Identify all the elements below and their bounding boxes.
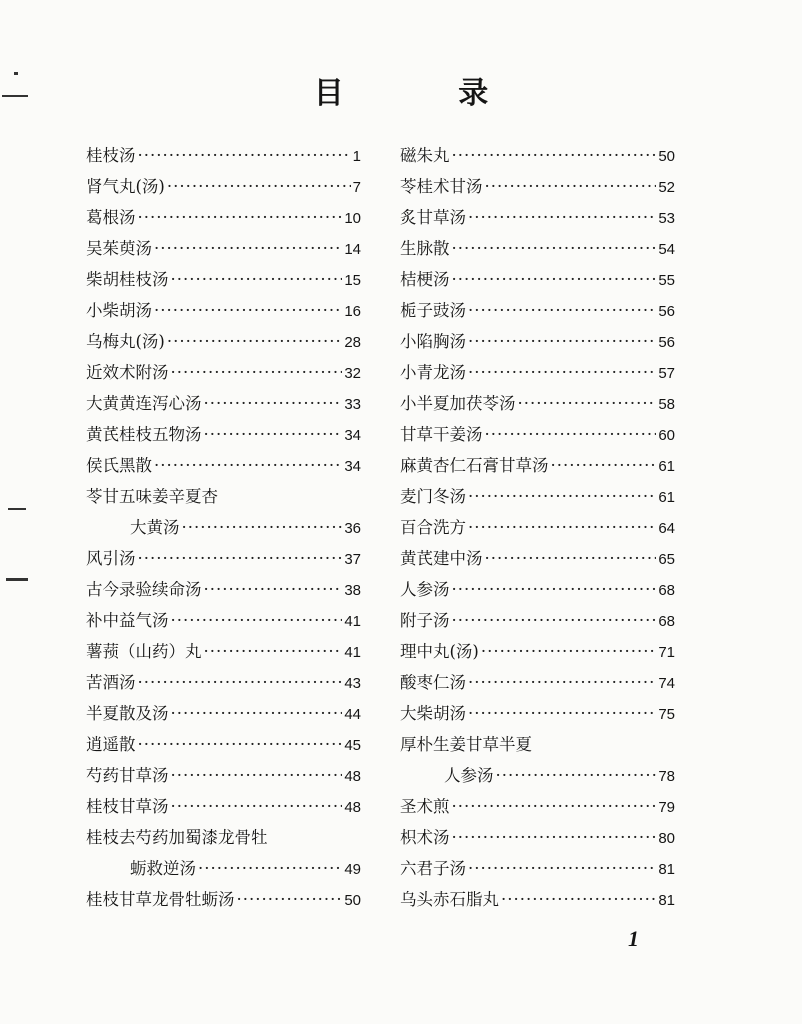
toc-entry-page: 81 xyxy=(658,892,675,909)
toc-entry xyxy=(86,202,361,233)
toc-entry-title: 甘草干姜汤 xyxy=(400,425,483,444)
toc-entry-page: 44 xyxy=(344,706,361,723)
toc-entry xyxy=(400,233,675,264)
toc-entry-page: 61 xyxy=(658,458,675,475)
toc-entry xyxy=(86,636,361,667)
toc-entry-page: 34 xyxy=(344,458,361,475)
toc-entry xyxy=(400,605,675,636)
toc-entry xyxy=(400,822,675,853)
toc-entry xyxy=(400,512,675,543)
toc-entry-title: 厚朴生姜甘草半夏 xyxy=(400,735,532,754)
toc-entry-title: 百合洗方 xyxy=(400,518,466,537)
toc-entry-title: 六君子汤 xyxy=(400,859,466,878)
dot-leader xyxy=(485,543,657,574)
toc-entry-title: 桂枝去芍药加蜀漆龙骨牡 xyxy=(86,828,268,847)
toc-entry-page: 43 xyxy=(344,675,361,692)
toc-right-column xyxy=(400,140,675,915)
dot-leader xyxy=(468,295,656,326)
toc-entry xyxy=(400,729,675,791)
dot-leader xyxy=(468,481,656,512)
dot-leader xyxy=(468,202,656,233)
dot-leader xyxy=(167,171,351,202)
toc-entry xyxy=(400,357,675,388)
toc-entry-page: 16 xyxy=(344,303,361,320)
toc-entry xyxy=(400,791,675,822)
scan-mark xyxy=(8,508,26,510)
toc-entry-title: 酸枣仁汤 xyxy=(400,673,466,692)
toc-entry xyxy=(86,264,361,295)
dot-leader xyxy=(154,233,342,264)
dot-leader xyxy=(481,636,656,667)
toc-entry-page: 14 xyxy=(344,241,361,258)
toc-entry-page: 32 xyxy=(344,365,361,382)
toc-entry-title: 圣术煎 xyxy=(400,797,450,816)
toc-entry xyxy=(86,326,361,357)
toc-entry-title: 理中丸(汤) xyxy=(400,642,479,661)
toc-entry-title: 柴胡桂枝汤 xyxy=(86,270,169,289)
toc-entry-title: 生脉散 xyxy=(400,239,450,258)
toc-entry-page: 7 xyxy=(352,179,361,196)
toc-entry xyxy=(86,605,361,636)
dot-leader xyxy=(182,512,343,543)
toc-entry xyxy=(86,667,361,698)
toc-entry xyxy=(86,357,361,388)
toc-entry-page: 33 xyxy=(344,396,361,413)
toc-entry xyxy=(400,295,675,326)
toc-entry-title: 人参汤 xyxy=(400,580,450,599)
dot-leader xyxy=(468,698,656,729)
dot-leader xyxy=(551,450,657,481)
toc-entry-page: 10 xyxy=(344,210,361,227)
toc-entry xyxy=(400,264,675,295)
toc-entry-title: 麦门冬汤 xyxy=(400,487,466,506)
toc-entry xyxy=(86,729,361,760)
dot-leader xyxy=(138,543,343,574)
toc-entry-title: 小半夏加茯苓汤 xyxy=(400,394,516,413)
dot-leader xyxy=(171,605,343,636)
toc-entry-title: 大柴胡汤 xyxy=(400,704,466,723)
toc-entry-title: 风引汤 xyxy=(86,549,136,568)
toc-entry-page: 48 xyxy=(344,768,361,785)
dot-leader xyxy=(204,419,343,450)
toc-entry-title: 磁朱丸 xyxy=(400,146,450,165)
dot-leader xyxy=(468,667,656,698)
toc-entry xyxy=(400,667,675,698)
toc-entry-page: 56 xyxy=(658,334,675,351)
toc-entry-title: 黄芪桂枝五物汤 xyxy=(86,425,202,444)
toc-entry xyxy=(400,450,675,481)
toc-entry-page: 37 xyxy=(344,551,361,568)
toc-entry xyxy=(86,140,361,171)
toc-entry-page: 54 xyxy=(658,241,675,258)
toc-entry xyxy=(400,884,675,915)
toc-entry xyxy=(400,171,675,202)
dot-leader xyxy=(485,171,657,202)
toc-entry-title: 苓甘五味姜辛夏杏 xyxy=(86,487,218,506)
toc-entry-page: 58 xyxy=(658,396,675,413)
dot-leader xyxy=(154,295,342,326)
toc-entry-page: 52 xyxy=(658,179,675,196)
toc-entry-page: 71 xyxy=(658,644,675,661)
dot-leader xyxy=(452,822,657,853)
dot-leader xyxy=(485,419,657,450)
toc-entry-title: 乌梅丸(汤) xyxy=(86,332,165,351)
toc-entry-page: 48 xyxy=(344,799,361,816)
toc-entry xyxy=(400,853,675,884)
toc-entry xyxy=(86,171,361,202)
dot-leader xyxy=(452,140,657,171)
toc-entry-page: 41 xyxy=(344,613,361,630)
toc-entry-title: 半夏散及汤 xyxy=(86,704,169,723)
dot-leader xyxy=(138,729,343,760)
toc-entry xyxy=(400,388,675,419)
toc-entry-title: 乌头赤石脂丸 xyxy=(400,890,499,909)
toc-entry-title: 小柴胡汤 xyxy=(86,301,152,320)
dot-leader xyxy=(204,636,343,667)
dot-leader xyxy=(154,450,342,481)
toc-entry xyxy=(86,760,361,791)
toc-entry xyxy=(86,450,361,481)
dot-leader xyxy=(496,760,657,791)
dot-leader xyxy=(204,574,343,605)
toc-entry-title-cont: 人参汤 xyxy=(444,766,494,785)
toc-entry xyxy=(86,574,361,605)
toc-entry-page: 38 xyxy=(344,582,361,599)
toc-entry-page: 36 xyxy=(344,520,361,537)
toc-entry xyxy=(86,884,361,915)
toc-entry-page: 57 xyxy=(658,365,675,382)
toc-entry-title: 栀子豉汤 xyxy=(400,301,466,320)
toc-entry-page: 1 xyxy=(352,148,361,165)
scan-mark xyxy=(14,72,18,75)
dot-leader xyxy=(468,357,656,388)
page-number: 1 xyxy=(628,926,639,951)
toc-entry-page: 81 xyxy=(658,861,675,878)
toc-entry-page: 34 xyxy=(344,427,361,444)
toc-entry-title: 侯氏黑散 xyxy=(86,456,152,475)
toc-entry xyxy=(400,636,675,667)
toc-entry xyxy=(400,326,675,357)
toc-entry-title: 枳术汤 xyxy=(400,828,450,847)
toc-entry xyxy=(86,233,361,264)
toc-entry xyxy=(86,791,361,822)
dot-leader xyxy=(138,202,343,233)
toc-entry-page: 28 xyxy=(344,334,361,351)
toc-entry xyxy=(86,822,361,884)
toc-entry xyxy=(86,419,361,450)
toc-entry-title: 小青龙汤 xyxy=(400,363,466,382)
toc-entry xyxy=(400,481,675,512)
dot-leader xyxy=(198,853,342,884)
toc-entry-page: 79 xyxy=(658,799,675,816)
toc-entry-title: 肾气丸(汤) xyxy=(86,177,165,196)
toc-entry-page: 49 xyxy=(344,861,361,878)
toc-entry-page: 68 xyxy=(658,613,675,630)
toc-entry-title: 桂枝甘草汤 xyxy=(86,797,169,816)
toc-left-column xyxy=(86,140,361,915)
dot-leader xyxy=(171,791,343,822)
dot-leader xyxy=(452,791,657,822)
toc-entry-page: 80 xyxy=(658,830,675,847)
dot-leader xyxy=(468,512,656,543)
toc-entry xyxy=(400,419,675,450)
dot-leader xyxy=(171,698,343,729)
toc-entry-page: 50 xyxy=(344,892,361,909)
toc-entry-page: 65 xyxy=(658,551,675,568)
toc-entry-page: 61 xyxy=(658,489,675,506)
toc-entry xyxy=(86,698,361,729)
toc-entry-title: 葛根汤 xyxy=(86,208,136,227)
toc-entry xyxy=(400,543,675,574)
dot-leader xyxy=(138,667,343,698)
dot-leader xyxy=(171,760,343,791)
dot-leader xyxy=(138,140,351,171)
toc-entry xyxy=(400,202,675,233)
toc-entry-title: 麻黄杏仁石膏甘草汤 xyxy=(400,456,549,475)
toc-entry xyxy=(86,295,361,326)
toc-entry-page: 56 xyxy=(658,303,675,320)
toc-entry-title: 芍药甘草汤 xyxy=(86,766,169,785)
dot-leader xyxy=(171,264,343,295)
toc-entry-title: 小陷胸汤 xyxy=(400,332,466,351)
toc-entry-title: 近效术附汤 xyxy=(86,363,169,382)
dot-leader xyxy=(167,326,342,357)
toc-entry xyxy=(86,388,361,419)
toc-entry-title: 黄芪建中汤 xyxy=(400,549,483,568)
dot-leader xyxy=(468,326,656,357)
dot-leader xyxy=(452,264,657,295)
toc-entry-page: 53 xyxy=(658,210,675,227)
toc-entry-title: 桔梗汤 xyxy=(400,270,450,289)
toc-entry-page: 15 xyxy=(344,272,361,289)
toc-entry-page: 64 xyxy=(658,520,675,537)
dot-leader xyxy=(468,853,656,884)
toc-entry xyxy=(86,481,361,543)
dot-leader xyxy=(452,233,657,264)
toc-entry-title: 苓桂术甘汤 xyxy=(400,177,483,196)
scan-mark xyxy=(2,95,28,97)
dot-leader xyxy=(518,388,657,419)
toc-entry-title: 大黄黄连泻心汤 xyxy=(86,394,202,413)
toc-entry-page: 78 xyxy=(658,768,675,785)
toc-entry-page: 68 xyxy=(658,582,675,599)
scan-mark xyxy=(6,578,28,581)
toc-entry-title: 桂枝汤 xyxy=(86,146,136,165)
toc-entry xyxy=(400,140,675,171)
toc-entry-page: 45 xyxy=(344,737,361,754)
toc-entry-page: 41 xyxy=(344,644,361,661)
dot-leader xyxy=(501,884,656,915)
dot-leader xyxy=(452,605,657,636)
dot-leader xyxy=(204,388,343,419)
toc-entry-title: 苦酒汤 xyxy=(86,673,136,692)
dot-leader xyxy=(237,884,343,915)
toc-entry xyxy=(86,543,361,574)
toc-entry-title: 古今录验续命汤 xyxy=(86,580,202,599)
toc-entry-title: 吴茱萸汤 xyxy=(86,239,152,258)
toc-entry-page: 55 xyxy=(658,272,675,289)
toc-entry-page: 75 xyxy=(658,706,675,723)
toc-entry-page: 50 xyxy=(658,148,675,165)
dot-leader xyxy=(171,357,343,388)
toc-entry-title: 炙甘草汤 xyxy=(400,208,466,227)
toc-entry-page: 74 xyxy=(658,675,675,692)
toc-entry-title: 补中益气汤 xyxy=(86,611,169,630)
dot-leader xyxy=(452,574,657,605)
toc-entry xyxy=(400,574,675,605)
toc-entry-title: 桂枝甘草龙骨牡蛎汤 xyxy=(86,890,235,909)
page-title: 目 录 xyxy=(313,76,541,111)
toc-entry-title: 薯蓣（山药）丸 xyxy=(86,642,202,661)
toc-entry-title: 附子汤 xyxy=(400,611,450,630)
toc-entry-page: 60 xyxy=(658,427,675,444)
toc-entry-title-cont: 大黄汤 xyxy=(130,518,180,537)
toc-entry xyxy=(400,698,675,729)
toc-entry-title: 逍遥散 xyxy=(86,735,136,754)
toc-entry-title-cont: 蛎救逆汤 xyxy=(130,859,196,878)
